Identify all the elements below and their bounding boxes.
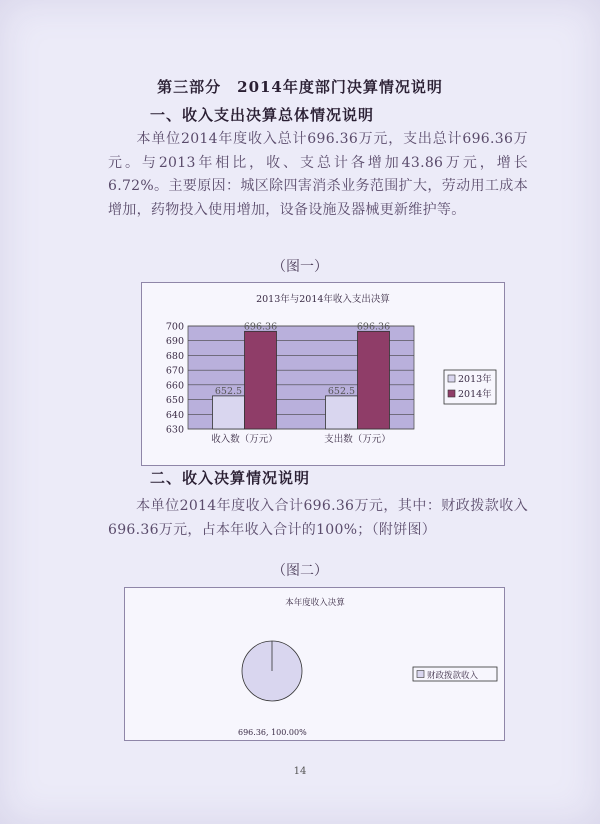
- legend-label: 2013年: [458, 374, 492, 385]
- legend-label: 财政拨款收入: [427, 671, 479, 681]
- bar-data-label: 652.5: [327, 385, 356, 397]
- y-tick-label: 680: [165, 350, 184, 362]
- y-tick-label: 700: [165, 321, 184, 333]
- page-title: 第三部分 2014年度部门决算情况说明: [157, 78, 443, 96]
- bar-chart-title: 2013年与2014年收入支出决算: [256, 294, 390, 305]
- figure1-chart-frame: [141, 282, 505, 466]
- section1-text: 本单位2014年度收入总计696.36万元，支出总计696.36万元。与2013年相比，收、支总计各增加43.86万元，增长6.72%。主要原因：城区除四害消杀业务范围扩大，劳动用工成本增加，药物投入使用增加，设备设施及器械更新维护等。: [108, 131, 528, 218]
- bar-data-label: 696.36: [243, 321, 278, 333]
- legend-swatch: [448, 390, 455, 397]
- y-tick-label: 640: [165, 409, 184, 421]
- section2-text: 本单位2014年度收入合计696.36万元，其中：财政拨款收入696.36万元，占本年收入合计的100%；（附饼图）: [108, 498, 528, 538]
- section1-heading: 一、收入支出决算总体情况说明: [150, 106, 375, 124]
- y-tick-label: 690: [165, 336, 184, 348]
- section2-heading: 二、收入决算情况说明: [150, 469, 311, 487]
- figure2-chart-frame: [124, 587, 505, 741]
- page-number: 14: [293, 766, 307, 777]
- figure2-caption: （图二）: [272, 563, 328, 579]
- y-tick-label: 660: [165, 380, 184, 392]
- x-category-label: 收入数（万元）: [211, 434, 278, 445]
- y-tick-label: 650: [165, 395, 184, 407]
- legend-label: 2014年: [458, 389, 492, 400]
- section2-paragraph: [108, 495, 528, 542]
- bar-2013: [213, 396, 245, 429]
- x-category-label: 支出数（万元）: [324, 434, 391, 445]
- bar-data-label: 696.36: [356, 321, 391, 333]
- bar-2014: [358, 331, 390, 429]
- y-tick-label: 630: [165, 424, 184, 436]
- pie-chart-title: 本年度收入决算: [285, 598, 345, 608]
- pie-chart: [125, 588, 504, 740]
- pie-data-label: 696.36, 100.00%: [238, 728, 307, 737]
- y-tick-label: 670: [165, 365, 184, 377]
- legend-swatch: [448, 375, 455, 382]
- bar-data-label: 652.5: [214, 385, 243, 397]
- bar-2014: [245, 331, 277, 429]
- legend-swatch: [417, 671, 424, 678]
- bar-chart: [142, 283, 504, 465]
- figure1-caption: （图一）: [272, 259, 328, 275]
- section1-paragraph: [108, 128, 528, 222]
- bar-2013: [326, 396, 358, 429]
